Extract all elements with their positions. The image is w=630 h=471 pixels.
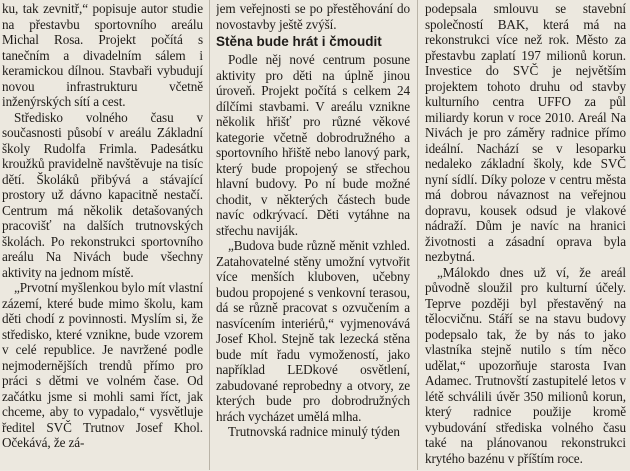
article-column-3 [425, 0, 626, 471]
paragraph: Trutnovská radnice minulý týden [228, 424, 400, 439]
paragraph: „Prvotní myšlenkou bylo mít vlastní zázemí, které bude mimo školu, kam děti chodí z povinnosti. Myslím si, že středisko, které vznikne, bude vzorem v celé republice. Je navržené podle nejmodernějších trendů přímo pro práci s dětmi ve volném čase. Od začátku jsme si mohli sami říct, jak chceme, aby to vypadalo,“ vysvětluje ředitel SVČ Trutnov Josef Khol. Očekává, že zá- [2, 280, 203, 450]
column-divider [209, 0, 210, 470]
article-column-1 [2, 0, 203, 471]
paragraph: podepsala smlouvu se stavební společností BAK, která má na rekonstrukci více než rok. Město za přestavbu zaplatí 197 milionů korun. Investice do SVČ je největším projektem tohoto druhu od stavby kulturního centra UFFO za půl miliardy korun v roce 2010. Areál Na Nivách je pro záměry radnice přímo ideální. Nachází se v lesoparku nedaleko základní školy, kde SVČ nyní sídlí. Díky poloze v centru města má dobrou návaznost na veřejnou dopravu, kousek odsud je vlakové nádraží. Dům je navíc na hranici životnosti a zásadní oprava byla nezbytná. [425, 1, 626, 264]
paragraph: „Málokdo dnes už ví, že areál původně sloužil pro kulturní účely. Teprve později byl přestavěný na tělocvičnu. Stáří se na stavu budovy podepsalo tak, že by nás to jako vlastníka stejně nutilo s tím něco udělat,“ upozorňuje starosta Ivan Adamec. Trutnovští zastupitelé letos v létě schválili úvěr 350 milionů korun, který radnice použije kromě vybudování střediska volného času také na plánovanou rekonstrukci krytého bazénu v příštím roce. [425, 264, 626, 466]
paragraph: „Budova bude různě měnit vzhled. Zatahovatelné stěny umožní vytvořit více menších kluboven, učebny budou propojené s venkovní terasou, dá se různě pracovat s ozvučením a nasvícením interiérů,“ vyjmenovává Josef Khol. Stejně tak lezecká stěna bude mít řadu vymožeností, jako například LEDkové osvětlení, zabudované reprobedny a otvory, ze kterých bude pro dobrodružných hrách vycházet umělá mlha. [216, 238, 410, 424]
subheading: Stěna bude hrát i čmoudit [216, 34, 382, 49]
paragraph: Podle něj nové centrum posune aktivity pro děti na úplně jinou úroveň. Projekt počítá s celkem 24 dílčími stavbami. V areálu vznikne několik hřišť pro různé věkové kategorie včetně dobrodružného a sportovního hřiště nebo lanový park, který bude propojený se střechou hlavní budovy. Po ní bude možné chodit, v některých částech bude navíc odkrývací. Děti vytáhne na střechu naviják. [216, 52, 410, 238]
paragraph: Středisko volného času v současnosti působí v areálu Základní školy Rudolfa Frimla. Padesátku kroužků pravidelně navštěvuje na tisíc dětí. Školáků přibývá a stávající prostory už dávno kapacitně nestačí. Centrum má několik detašovaných pracovišť na dalších trutnovských školách. Po rekonstrukci sportovního areálu Na Nivách bude všechny aktivity na jednom místě. [2, 109, 203, 280]
column-divider [417, 0, 418, 470]
paragraph: ku, tak zevnitř,“ popisuje autor studie na přestavbu sportovního areálu Michal Rosa. Projekt počítá s tanečním a divadelním sálem i keramickou dílnou. Stavbaři vybudují novou infrastrukturu včetně inženýrských sítí a cest. [2, 1, 203, 109]
paragraph: jem veřejnosti se po přestěhování do novostavby ještě zvýší. [216, 1, 410, 32]
article-column-2 [216, 0, 410, 471]
